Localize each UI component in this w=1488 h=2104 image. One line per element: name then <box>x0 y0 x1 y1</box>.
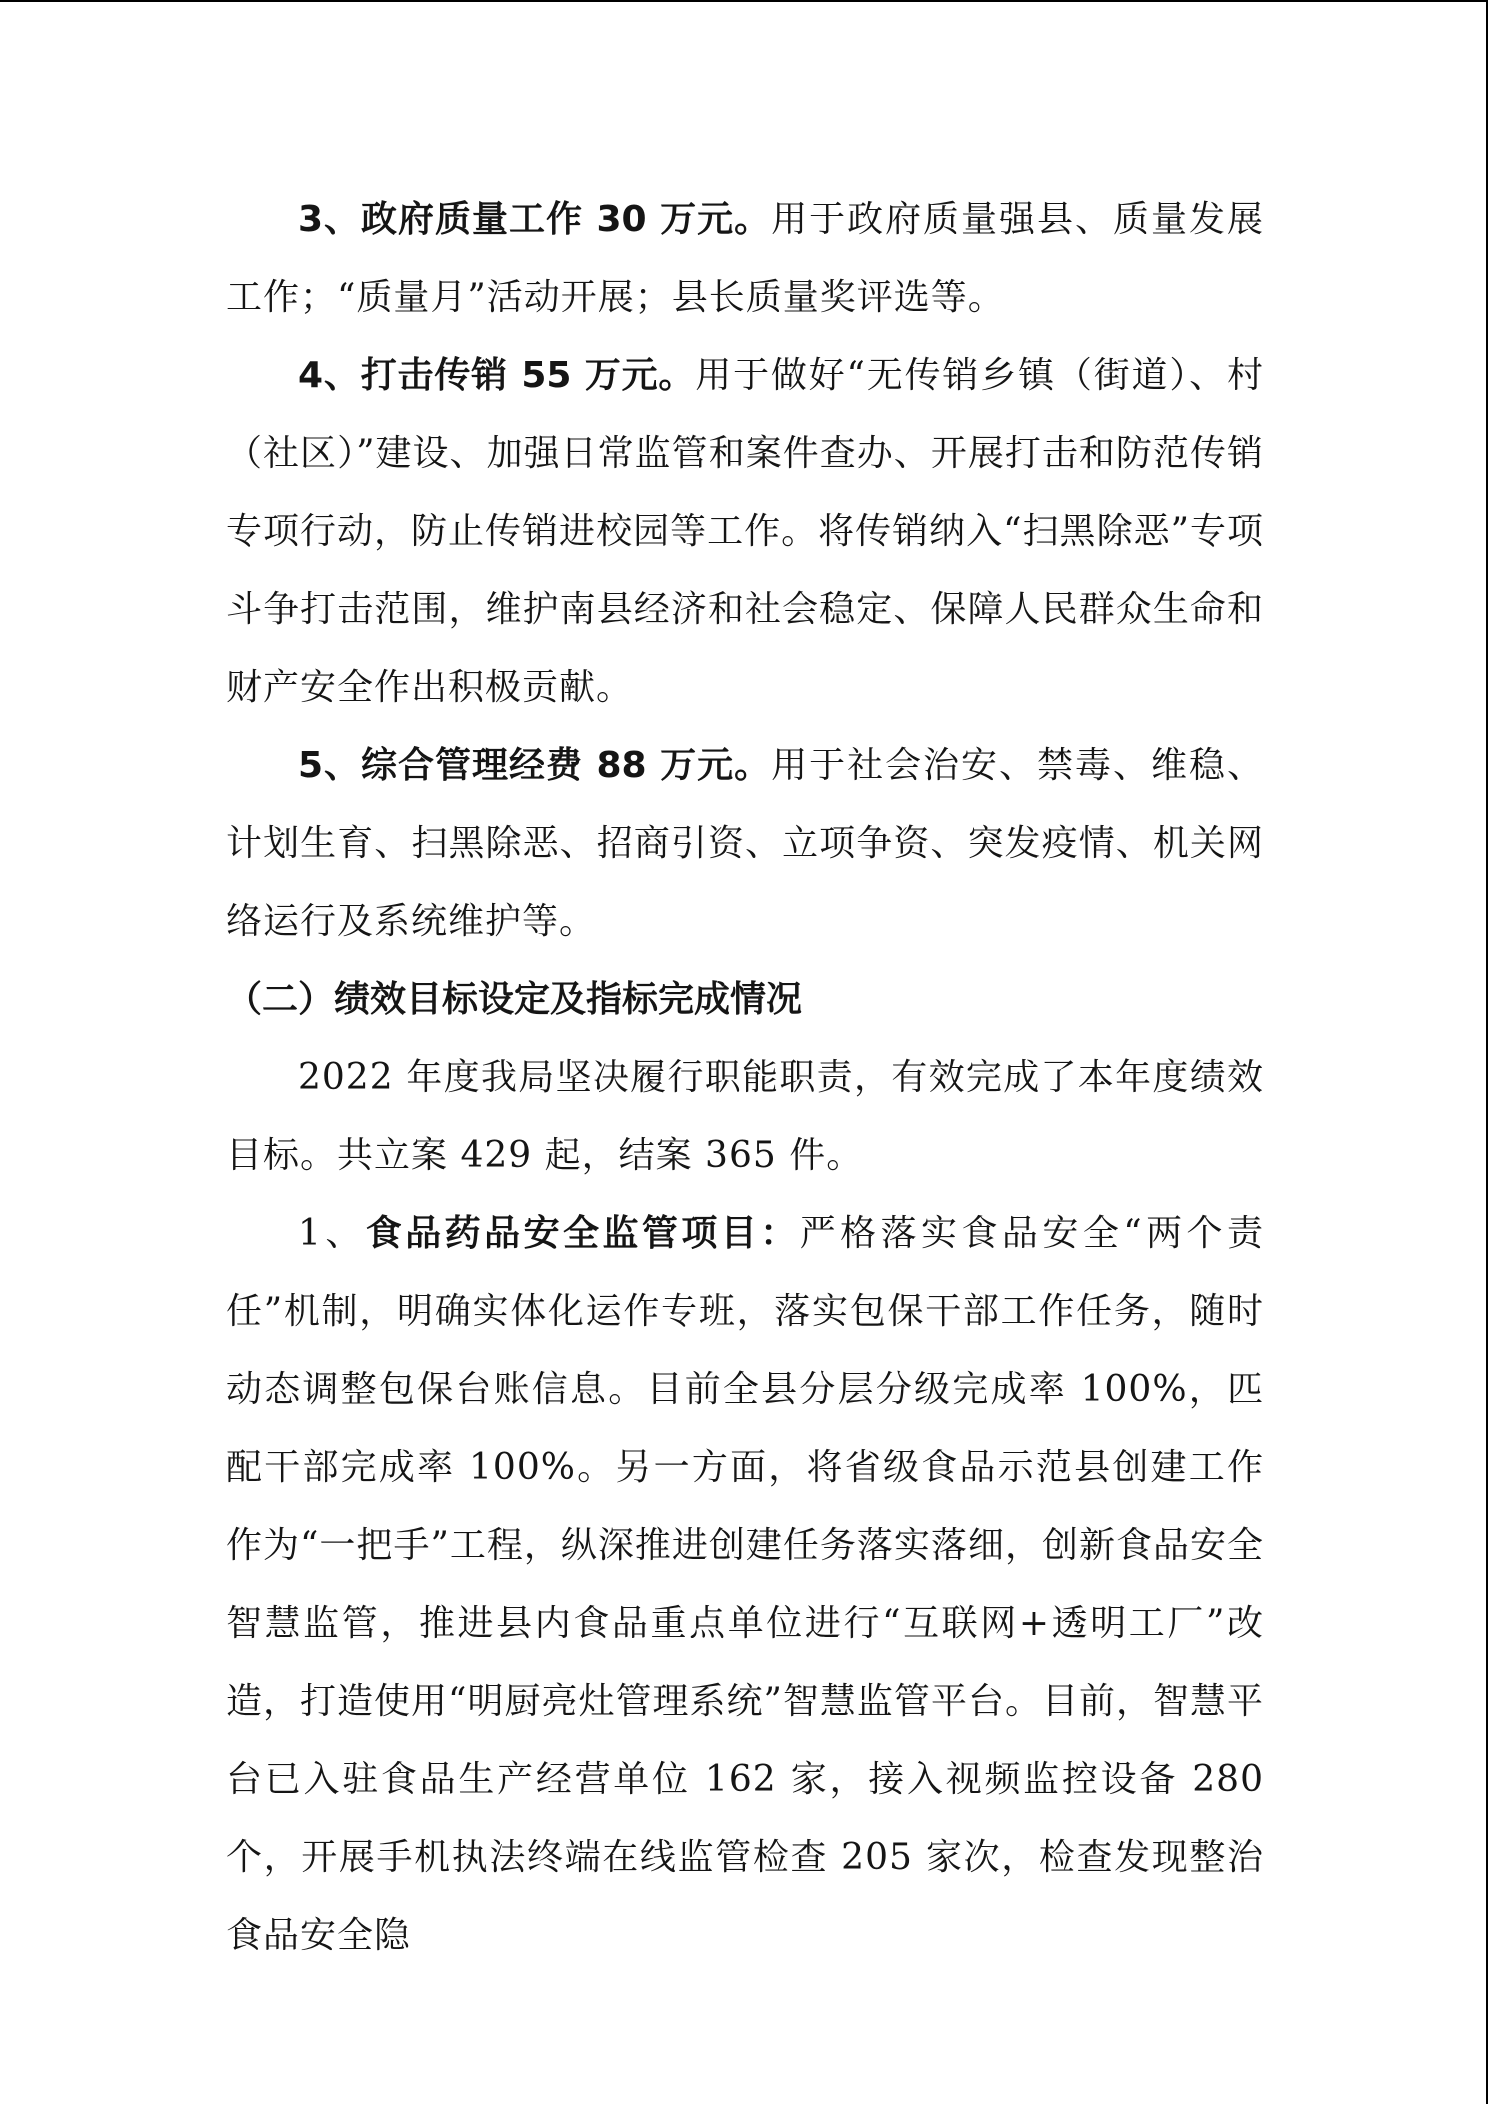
item-text-3: 用于政府质量强县、质量发展工作；“质量月”活动开展；县长质量奖评选等。 <box>226 199 1264 318</box>
project-paragraph <box>226 1195 1264 1975</box>
item-text-5: 用于社会治安、禁毒、维稳、计划生育、扫黑除恶、招商引资、立项争资、突发疫情、机关网络运行及系统维护等。 <box>226 745 1264 942</box>
project-text: 严格落实食品安全“两个责任”机制，明确实体化运作专班，落实包保干部工作任务，随时动态调整包保台账信息。目前全县分层分级完成率 100%，匹配干部完成率 100%。另一方面，将省级食品示范县创建工作作为“一把手”工程，纵深推进创建任务落实落细，创新食品安全智慧监管，推进县内食品重点单位进行“互联网+透明工厂”改造，打造使用“明厨亮灶管理系统”智慧监管平台。目前，智慧平台已入驻食品生产经营单位 162 家，接入视频监控设备 280 个，开展手机执法终端在线监管检查 205 家次，检查发现整治食品安全隐 <box>226 1213 1264 1956</box>
item-lead-5: 5、综合管理经费 88 万元。 <box>298 745 772 786</box>
item-paragraph-5 <box>226 727 1264 961</box>
summary-paragraph: 2022 年度我局坚决履行职能职责，有效完成了本年度绩效目标。共立案 429 起，结案 365 件。 <box>226 1057 1264 1176</box>
item-lead-4: 4、打击传销 55 万元。 <box>298 355 696 396</box>
project-number: 1、 <box>298 1213 366 1254</box>
item-text-4: 用于做好“无传销乡镇（街道）、村（社区）”建设、加强日常监管和案件查办、开展打击和防范传销专项行动，防止传销进校园等工作。将传销纳入“扫黑除恶”专项斗争打击范围，维护南县经济和社会稳定、保障人民群众生命和财产安全作出积极贡献。 <box>226 355 1265 708</box>
project-lead: 食品药品安全监管项目： <box>365 1213 800 1254</box>
top-border-line <box>0 0 1488 2</box>
item-paragraph-4 <box>226 337 1264 727</box>
item-lead-3: 3、政府质量工作 30 万元。 <box>298 199 772 240</box>
document-body <box>226 181 1264 1975</box>
item-paragraph-3 <box>226 181 1264 337</box>
section-heading: （二）绩效目标设定及指标完成情况 <box>226 979 803 1020</box>
